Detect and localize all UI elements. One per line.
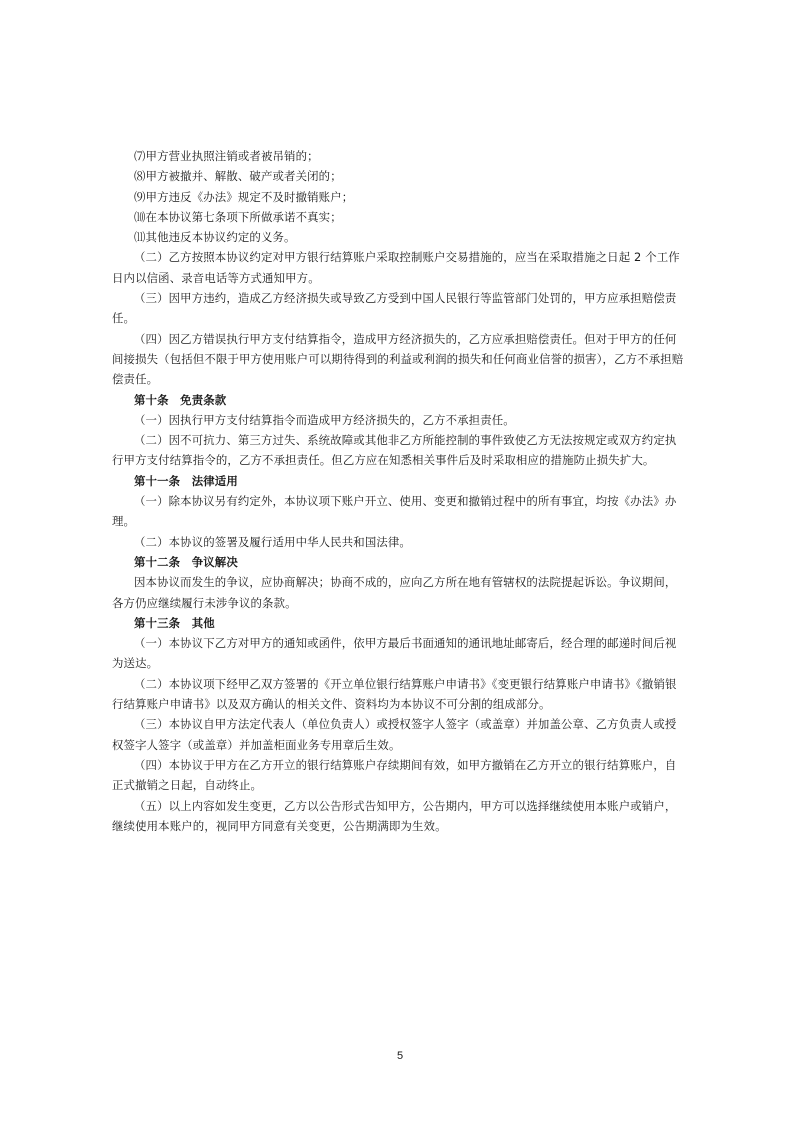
text-line: 继续使用本账户的，视同甲方同意有关变更，公告期满即为生效。 [112, 818, 447, 833]
text-line: 任。 [112, 311, 136, 326]
text-line: （二）因不可抗力、第三方过失、系统故障或其他非乙方所能控制的事件致使乙方无法按规定或双方约定执 [134, 433, 677, 448]
text-line: ⑽在本协议第七条项下所做承诺不真实； [134, 209, 342, 224]
text-line: ⑻甲方被撤并、解散、破产或者关闭的； [134, 169, 342, 184]
section-heading: 第十条 免责条款 [134, 392, 227, 407]
text-line: （一）本协议下乙方对甲方的通知或函件，依甲方最后书面通知的通讯地址邮寄后，经合理的邮递时间后视 [134, 636, 677, 651]
section-heading: 第十一条 法律适用 [134, 473, 238, 488]
text-line: （一）除本协议另有约定外，本协议项下账户开立、使用、变更和撤销过程中的所有事宜，均按《办法》办 [134, 494, 677, 509]
text-line: 因本协议而发生的争议，应协商解决；协商不成的，应向乙方所在地有管辖权的法院提起诉讼。争议期间， [134, 575, 677, 590]
text-line: 权签字人签字（或盖章）并加盖柜面业务专用章后生效。 [112, 737, 401, 752]
document-body [112, 146, 690, 836]
text-line: （四）本协议于甲方在乙方开立的银行结算账户存续期间有效，如甲方撤销在乙方开立的银行结算账户，自 [134, 757, 677, 772]
section-heading: 第十二条 争议解决 [134, 554, 238, 569]
text-line: 各方仍应继续履行未涉争议的条款。 [112, 595, 297, 610]
text-line: （一）因执行甲方支付结算指令而造成甲方经济损失的，乙方不承担责任。 [134, 412, 515, 427]
section-heading: 第十三条 其他 [134, 615, 215, 630]
text-line: （二）本协议项下经甲乙双方签署的《开立单位银行结算账户申请书》《变更银行结算账户申请书》《撤销银 [134, 676, 677, 691]
text-line: （三）本协议自甲方法定代表人（单位负责人）或授权签字人签字（或盖章）并加盖公章、乙方负责人或授 [134, 717, 677, 732]
text-line: ⑼甲方违反《办法》规定不及时撤销账户； [134, 189, 354, 204]
text-line: （三）因甲方违约，造成乙方经济损失或导致乙方受到中国人民银行等监管部门处罚的，甲方应承担赔偿责 [134, 291, 677, 306]
text-line: 偿责任。 [112, 372, 159, 387]
text-line: （二）乙方按照本协议约定对甲方银行结算账户采取控制账户交易措施的，应当在采取措施之日起 2 个工作 [134, 250, 680, 265]
text-line: 行结算账户申请书》以及双方确认的相关文件、资料均为本协议不可分割的组成部分。 [112, 697, 551, 712]
text-line: ⑾其他违反本协议约定的义务。 [134, 230, 296, 245]
text-line: （二）本协议的签署及履行适用中华人民共和国法律。 [134, 534, 411, 549]
text-line: 为送达。 [112, 656, 159, 671]
text-line: 理。 [112, 514, 136, 529]
page-number: 5 [396, 1050, 404, 1062]
text-line: 日内以信函、录音电话等方式通知甲方。 [112, 270, 320, 285]
text-line: （五）以上内容如发生变更，乙方以公告形式告知甲方，公告期内，甲方可以选择继续使用本账户或销户， [134, 798, 677, 813]
text-line: ⑺甲方营业执照注销或者被吊销的； [134, 149, 319, 163]
text-line: 行甲方支付结算指令的，乙方不承担责任。但乙方应在知悉相关事件后及时采取相应的措施防止损失扩大。 [112, 453, 655, 468]
text-line: 间接损失（包括但不限于甲方使用账户可以期待得到的利益或利润的损失和任何商业信誉的损害），乙方不承担赔 [112, 351, 684, 366]
text-line: （四）因乙方错误执行甲方支付结算指令，造成甲方经济损失的，乙方应承担赔偿责任。但对于甲方的任何 [134, 331, 677, 346]
text-line: 正式撤销之日起，自动终止。 [112, 778, 263, 793]
